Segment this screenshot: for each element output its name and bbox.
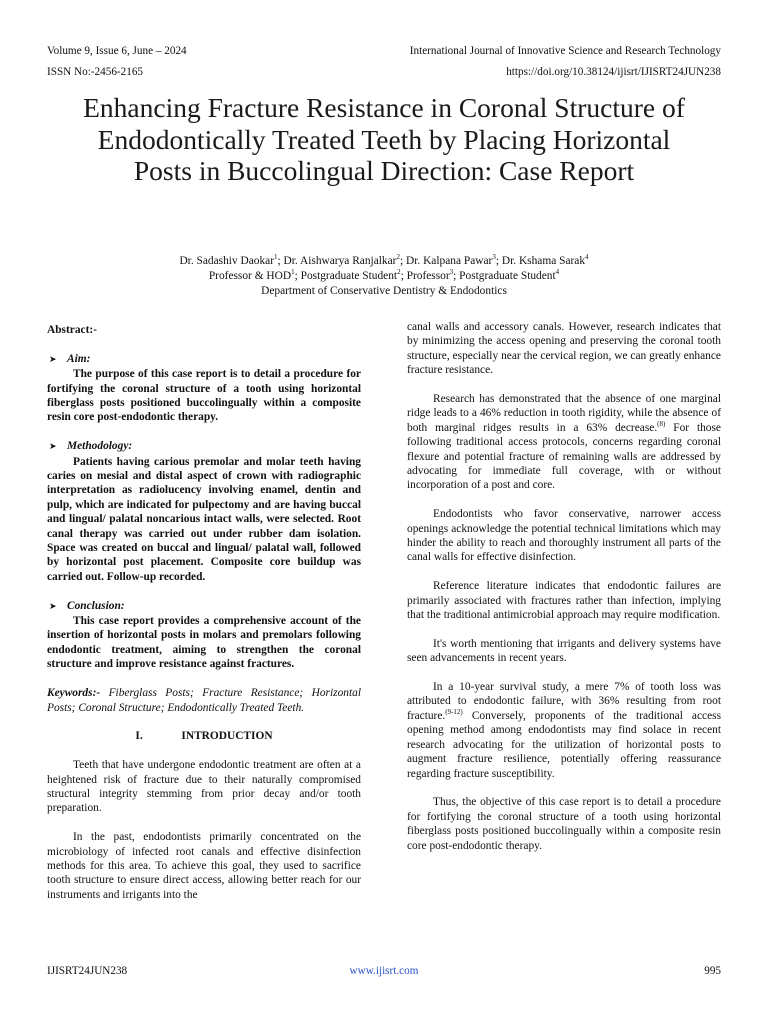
author-role: ; Postgraduate Student xyxy=(453,270,556,282)
left-column xyxy=(47,323,361,902)
affiliation-mark: 4 xyxy=(585,253,589,262)
abstract-heading: Abstract:- xyxy=(47,324,97,336)
section-title: INTRODUCTION xyxy=(181,730,273,743)
issn: ISSN No:-2456-2165 xyxy=(47,66,144,78)
footer-paper-id: IJISRT24JUN238 xyxy=(47,965,128,977)
author-name: ; Dr. Aishwarya Ranjalkar xyxy=(277,255,397,267)
affiliation-mark: 1 xyxy=(291,268,295,277)
author-names xyxy=(60,254,708,269)
author-block xyxy=(60,254,708,299)
arrow-bullet-icon: ➤ xyxy=(49,354,57,365)
intro-paragraph-6: Reference literature indicates that endodontic failures are primarily associated with fractures rather than infection, implying that the traditional antimicrobial approach may require modification. xyxy=(407,580,721,622)
methodology-heading: ➤ Methodology: xyxy=(47,439,361,454)
doi-link[interactable]: https://doi.org/10.38124/ijisrt/IJISRT24JUN238 xyxy=(506,66,721,78)
section-heading xyxy=(47,729,361,743)
intro-paragraph-5: Endodontists who favor conservative, narrower access openings acknowledge the potential technical limitations which may hinder the ability to reach and thoroughly instrument all parts of the canal walls for effective disinfection. xyxy=(407,508,721,564)
affiliation-mark: 2 xyxy=(396,253,400,262)
author-role: Professor & HOD xyxy=(208,270,292,282)
right-column xyxy=(407,320,721,853)
author-role: ; Professor xyxy=(400,270,450,282)
conclusion-heading: ➤ Conclusion: xyxy=(47,599,361,614)
conclusion-text: This case report provides a comprehensive account of the insertion of horizontal posts in molars and premolars following endodontic treatment, aiming to strengthen the coronal structure and improve resistance against fractures. xyxy=(47,615,361,671)
affiliation-mark: 4 xyxy=(555,268,560,277)
author-name: ; Dr. Kalpana Pawar xyxy=(399,255,493,267)
footer-website-link[interactable]: www.ijisrt.com xyxy=(349,965,419,977)
author-role: ; Postgraduate Student xyxy=(294,270,398,282)
department: Department of Conservative Dentistry & Endodontics xyxy=(261,285,507,297)
author-name: ; Dr. Kshama Sarak xyxy=(495,255,586,267)
methodology-text: Patients having carious premolar and molar teeth having caries on mesial and distal aspect of crown with radiographic interpretation as radiolucency involving enamel, dentin and pulp, which are indicated for pulpectomy and are having buccal and lingual/ palatal noncarious intact walls, were selected. Root canal therapy was carried out under rubber dam isolation. Space was created on buccal and lingual/ palatal wall, followed by horizontal post placement. Composite core buildup was carried out. Follow-up recorded. xyxy=(47,455,361,583)
affiliation-mark: 3 xyxy=(449,268,454,277)
citation: (8) xyxy=(657,420,666,429)
volume-info: Volume 9, Issue 6, June – 2024 xyxy=(47,45,187,57)
paper-title: Enhancing Fracture Resistance in Coronal Structure of Endodontically Treated Teeth by Placing Horizontal Posts in Buccolingual Direction: Case Report xyxy=(83,92,685,186)
author-roles xyxy=(60,269,708,284)
intro-paragraph-9: Thus, the objective of this case report is to detail a procedure for fortifying the coronal structure of a tooth using horizontal fiberglass posts positioned buccolingually within a composite resin core post-endodontic therapy. xyxy=(407,796,721,852)
intro-paragraph-1: Teeth that have undergone endodontic treatment are often at a heightened risk of fracture due to their naturally compromised structural integrity stemming from prior decay and/or tooth preparation. xyxy=(47,759,361,815)
journal-name: International Journal of Innovative Science and Research Technology xyxy=(409,45,721,57)
intro-paragraph-4: Research has demonstrated that the absence of one marginal ridge leads to a 46% reduction in tooth rigidity, while the absence of both marginal ridges results in a 63% decrease.$^{(8)}$ For those following traditional access protocols, concerns regarding coronal flexure and potential fracture of remaining walls are addressed by advocating for immediate full coverage, with or without incorporation of a post and core. xyxy=(407,393,721,492)
affiliation-mark: 3 xyxy=(492,253,496,262)
keywords xyxy=(47,686,361,715)
keywords-label: Keywords:- xyxy=(47,687,101,700)
aim-text: The purpose of this case report is to detail a procedure for fortifying the coronal structure of a tooth using horizontal fiberglass posts positioned buccolingually within a composite resin core post-endodontic therapy. xyxy=(47,368,361,424)
intro-paragraph-3: canal walls and accessory canals. However, research indicates that by minimizing the access opening and preserving the coronal tooth structure, especially near the cervical region, we can greatly enhance fracture resistance. xyxy=(407,321,721,377)
arrow-bullet-icon: ➤ xyxy=(49,601,57,612)
intro-paragraph-8: In a 10-year survival study, a mere 7% of tooth loss was attributed to endodontic failure, with 36% resulting from root fracture.$^{(9-12)}$ Conversely, proponents of the traditional access opening method among endodontists may find solace in recent research advocating for the utilization of horizontal posts to augment fracture resilience, potentially offering reassurance regarding fracture susceptibility. xyxy=(407,681,721,780)
page-number: 995 xyxy=(704,965,721,977)
affiliation-mark: 1 xyxy=(274,253,278,262)
section-number: I. xyxy=(135,730,143,743)
keywords-text: Fiberglass Posts; Fracture Resistance; Horizontal Posts; Coronal Structure; Endodontically Treated Teeth. xyxy=(47,687,361,714)
intro-paragraph-7: It's worth mentioning that irrigants and delivery systems have seen advancements in recent years. xyxy=(407,637,721,665)
citation: (9-12) xyxy=(445,708,463,717)
author-name: Dr. Sadashiv Daokar xyxy=(179,255,275,267)
arrow-bullet-icon: ➤ xyxy=(49,442,57,453)
intro-paragraph-2: In the past, endodontists primarily concentrated on the microbiology of infected root canals and effective disinfection methods for this area. To achieve this goal, they used to sacrifice tooth structure to ensure direct access, allowing better reach for our instruments and irrigants into the xyxy=(47,831,361,901)
affiliation-mark: 2 xyxy=(397,268,401,277)
aim-heading: ➤ Aim: xyxy=(47,352,361,367)
